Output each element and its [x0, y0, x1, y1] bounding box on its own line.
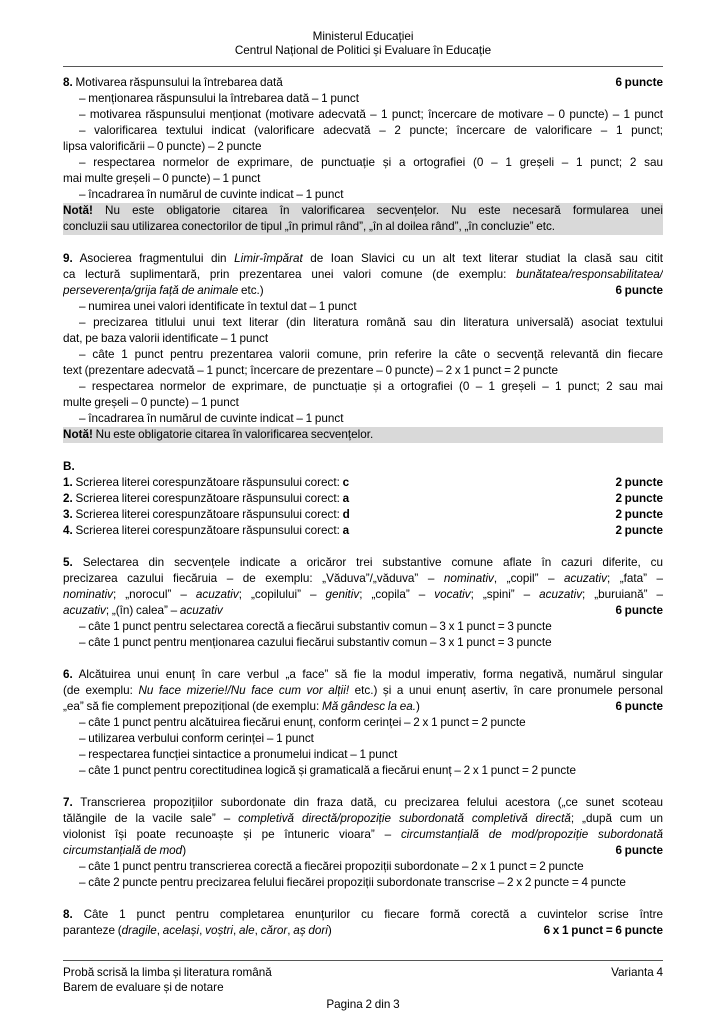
text-line	[63, 683, 663, 699]
text-run: acuzativ	[539, 588, 583, 601]
text-run: 2 puncte	[615, 476, 663, 489]
text-run: circumstanțială de mod/propoziție subordonată	[400, 828, 663, 841]
text-run: ; „după cum un	[570, 812, 663, 825]
text-run: concluzii sau utilizarea conectorilor de tipul „în primul rând”, „în al doilea rând”, „în concluzie” etc.	[63, 220, 556, 233]
points-label	[607, 699, 663, 715]
text-run: Mă gândesc la ea.	[321, 700, 416, 713]
text-run: (de exemplu:	[63, 684, 139, 697]
text-run: acuzativ	[63, 604, 106, 617]
text-run: 6 puncte	[615, 844, 663, 857]
text-run: etc.) și a unui enunț asertiv, în care pronumele personal	[349, 684, 663, 697]
text-run: Notă!	[63, 428, 93, 441]
text-run: completivă directă/propoziție subordonată completivă directă	[238, 812, 571, 825]
text-line	[63, 715, 663, 731]
text-run: 9.	[63, 252, 73, 265]
text-run: ca lectură suplimentară, prin prezentarea unei valori comune (de exemplu:	[63, 268, 517, 281]
text-run: Alcătuirea unui enunț în care verbul „a face” să fie la modul imperativ, forma negativă, numărul singular	[72, 668, 663, 681]
page-number: Pagina 2 din 3	[326, 998, 400, 1011]
text-run: d	[342, 508, 350, 521]
text-line	[63, 299, 663, 315]
text-line	[63, 523, 663, 539]
points-label	[607, 75, 663, 91]
text-line	[63, 347, 663, 363]
section-block	[63, 907, 663, 939]
text-run: – numirea unei valori identificate în textul dat – 1 punct	[79, 300, 357, 313]
text-run: Scrierea literei corespunzătoare răspunsului corect:	[72, 524, 343, 537]
text-run: a	[342, 524, 350, 537]
text-run: 1.	[63, 476, 73, 489]
text-run: ; „copila” –	[359, 588, 435, 601]
points-label	[607, 491, 663, 507]
text-run: de Ioan Slavici cu un alt text literar studiat la clasă sau citit	[302, 252, 663, 265]
points-label	[607, 523, 663, 539]
text-line	[63, 907, 663, 923]
center-name: Centrul Național de Politici și Evaluare în Educație	[234, 44, 492, 57]
text-line	[63, 859, 663, 875]
text-run: ,	[287, 924, 294, 937]
text-run: – respectarea normelor de exprimare, de punctuație și a ortografiei (0 – 1 greșeli – 1 punct; 2 sau mai	[79, 380, 663, 393]
text-run: , „copil” –	[493, 572, 565, 585]
text-run: )	[327, 924, 332, 937]
text-line	[63, 571, 663, 587]
text-run: Notă!	[63, 204, 93, 217]
text-line	[63, 395, 663, 411]
text-run: – câte 1 punct pentru selectarea corectă a fiecărui substantiv comun – 3 x 1 punct = 3 puncte	[79, 620, 552, 633]
text-run: Nu face mizerie!/Nu face cum vor alții!	[138, 684, 350, 697]
text-line	[63, 219, 663, 235]
text-run: – câte 1 punct pentru alcătuirea fiecărui enunț, conform cerinței – 2 x 1 punct = 2 puncte	[79, 716, 526, 729]
text-run: B.	[63, 460, 75, 473]
text-line	[63, 731, 663, 747]
section-block	[63, 251, 663, 427]
text-run: multe greșeli – 0 puncte) – 1 punct	[63, 396, 239, 409]
text-run: – utilizarea verbului conform cerinței – 1 punct	[79, 732, 314, 745]
ministry-title: Ministerul Educației	[312, 30, 414, 43]
text-run: același	[162, 924, 200, 937]
text-run: 6 puncte	[615, 76, 663, 89]
text-run: – motivarea răspunsului menționat (motivare adecvată – 1 punct; încercare de motivare – 0 puncte) – 1 punct	[79, 108, 663, 121]
text-run: ; „spini” –	[470, 588, 540, 601]
text-line	[63, 155, 663, 171]
text-run: ,	[254, 924, 261, 937]
text-run: – precizarea titlului unui text literar (din literatura română sau din literatura universală) asociat textului	[79, 316, 663, 329]
text-run: Scrierea literei corespunzătoare răspunsului corect:	[72, 492, 343, 505]
text-line	[63, 171, 663, 187]
text-run: 4.	[63, 524, 73, 537]
note-block	[63, 203, 663, 235]
text-run: vocativ	[434, 588, 471, 601]
points-label	[607, 283, 663, 299]
text-line	[63, 827, 663, 843]
text-run: precizarea cazului fiecăruia – de exemplu: „Văduva”/„văduva” –	[63, 572, 444, 585]
exam-title: Probă scrisă la limba și literatura română	[63, 966, 272, 979]
text-run: c	[342, 476, 350, 489]
text-run: – câte 1 punct pentru prezentarea valorii comune, prin referire la câte o secvență relevantă din fiecare	[79, 348, 663, 361]
text-line	[63, 475, 663, 491]
text-run: ; „fata” –	[606, 572, 663, 585]
text-run: – câte 1 punct pentru transcrierea corectă a fiecărei propoziții subordonate – 2 x 1 punct = 2 puncte	[79, 860, 584, 873]
text-run: „ea” să fie complement prepozițional (de exemplu:	[63, 700, 322, 713]
section-block	[63, 75, 663, 203]
text-run: violonist își poate recunoaște și pe întuneric vioara” –	[63, 828, 401, 841]
text-run: ; „buruiană” –	[582, 588, 663, 601]
text-line	[63, 123, 663, 139]
text-run: voștri	[205, 924, 234, 937]
text-run: etc.)	[238, 284, 264, 297]
text-run: nominativ	[443, 572, 494, 585]
text-run: – respectarea normelor de exprimare, de punctuație și a ortografiei (0 – 1 greșeli – 1 punct; 2 sau	[79, 156, 663, 169]
points-label	[607, 843, 663, 859]
text-line	[63, 283, 663, 299]
text-run: paranteze (	[63, 924, 122, 937]
text-line	[63, 107, 663, 123]
section-block	[63, 795, 663, 891]
text-run: Scrierea literei corespunzătoare răspunsului corect:	[72, 508, 343, 521]
text-line	[63, 75, 663, 91]
text-run: ale	[239, 924, 255, 937]
page-header	[63, 0, 663, 67]
text-run: – câte 1 punct pentru menționarea cazului fiecărui substantiv comun – 3 x 1 punct = 3 puncte	[79, 636, 552, 649]
points-label	[607, 475, 663, 491]
text-run: Scrierea literei corespunzătoare răspunsului corect:	[72, 476, 343, 489]
text-line	[63, 795, 663, 811]
text-run: acuzativ	[195, 588, 239, 601]
text-run: – încadrarea în numărul de cuvinte indicat – 1 punct	[79, 188, 344, 201]
text-run: Nu este obligatorie citarea în valorificarea secvențelor. Nu este necesară formularea unei	[92, 204, 663, 217]
text-line	[63, 587, 663, 603]
text-line	[63, 459, 663, 475]
text-line	[63, 267, 663, 283]
text-run: mai multe greșeli – 0 puncte) – 1 punct	[63, 172, 261, 185]
text-run: circumstanțială de mod	[63, 844, 183, 857]
text-run: 8.	[63, 908, 73, 921]
text-line	[63, 139, 663, 155]
text-run: tălăngile de la vacile sale” –	[63, 812, 239, 825]
points-label	[607, 507, 663, 523]
text-line	[63, 363, 663, 379]
text-line	[63, 811, 663, 827]
text-line	[63, 203, 663, 219]
text-line	[63, 875, 663, 891]
text-line	[63, 747, 663, 763]
text-run: perseverența/grija față de animale	[63, 284, 239, 297]
text-run: text (prezentare adecvată – 1 punct; încercare de prezentare – 0 puncte) – 2 x 1 punct = 2 puncte	[63, 364, 559, 377]
text-run: 7.	[63, 796, 73, 809]
text-line	[63, 763, 663, 779]
text-line	[63, 91, 663, 107]
text-line	[63, 251, 663, 267]
text-line	[63, 603, 663, 619]
text-run: ,	[156, 924, 163, 937]
text-line	[63, 331, 663, 347]
text-run: 6 puncte	[615, 284, 663, 297]
text-line	[63, 923, 663, 939]
text-run: aș dori	[293, 924, 328, 937]
text-line	[63, 635, 663, 651]
text-run: ; „(în) calea” –	[105, 604, 180, 617]
text-run: căror	[260, 924, 288, 937]
text-run: dat, pe baza valorii identificate – 1 punct	[63, 332, 269, 345]
header-rule	[63, 66, 663, 67]
text-run: 8.	[63, 76, 73, 89]
text-run: Motivarea răspunsului la întrebarea dată	[72, 76, 283, 89]
text-run: bunătatea/responsabilitatea/	[516, 268, 663, 281]
text-run: – valorificarea textului indicat (valorificare adecvată – 2 puncte; încercare de valorificare – 1 punct;	[79, 124, 663, 137]
text-run: 6.	[63, 668, 73, 681]
text-run: lipsa valorificării – 0 puncte) – 2 puncte	[63, 140, 262, 153]
text-run: genitiv	[325, 588, 360, 601]
text-run: – respectarea funcției sintactice a pronumelui indicat – 1 punct	[79, 748, 398, 761]
text-run: 6 puncte	[615, 700, 663, 713]
text-line	[63, 507, 663, 523]
text-run: )	[182, 844, 187, 857]
text-run: – menționarea răspunsului la întrebarea dată – 1 punct	[79, 92, 359, 105]
text-run: )	[415, 700, 420, 713]
text-run: – câte 2 puncte pentru precizarea felului fiecărei propoziții subordonate transcrise – 2 x 2 puncte = 4 puncte	[79, 876, 626, 889]
text-run: Selectarea din secvențele indicate a oricăror trei substantive comune aflate în cazuri diferite, cu	[72, 556, 663, 569]
text-run: – câte 1 punct pentru corectitudinea logică și gramaticală a fiecărui enunț – 2 x 1 punct = 2 puncte	[79, 764, 576, 777]
text-line	[63, 699, 663, 715]
text-run: ,	[233, 924, 240, 937]
text-run: 6 x 1 punct = 6 puncte	[543, 924, 663, 937]
text-run: 3.	[63, 508, 73, 521]
document-body	[63, 75, 663, 939]
text-run: Nu este obligatorie citarea în valorificarea secvențelor.	[92, 428, 374, 441]
points-label	[536, 923, 663, 939]
text-run: ; „copilului” –	[238, 588, 326, 601]
text-run: – încadrarea în numărul de cuvinte indicat – 1 punct	[79, 412, 344, 425]
text-run: nominativ	[63, 588, 114, 601]
section-block	[63, 667, 663, 779]
text-line	[63, 379, 663, 395]
text-line	[63, 411, 663, 427]
text-line	[63, 491, 663, 507]
text-line	[63, 315, 663, 331]
section-block	[63, 459, 663, 539]
text-line	[63, 843, 663, 859]
text-run: 6 puncte	[615, 604, 663, 617]
text-run: dragile	[121, 924, 157, 937]
text-run: Transcrierea propozițiilor subordonate din fraza dată, cu precizarea felului acestora („ce sunet scoteau	[72, 796, 663, 809]
text-run: ; „norocul” –	[113, 588, 196, 601]
text-run: Câte 1 punct pentru completarea enunțurilor cu fiecare formă corectă a cuvintelor scrise între	[72, 908, 663, 921]
text-run: 2 puncte	[615, 492, 663, 505]
text-run: Limir-împărat	[234, 252, 303, 265]
text-line	[63, 667, 663, 683]
text-run: ,	[199, 924, 206, 937]
text-run: 2 puncte	[615, 524, 663, 537]
text-run: acuzativ	[179, 604, 223, 617]
text-run: 5.	[63, 556, 73, 569]
note-block	[63, 427, 663, 443]
exam-subtitle: Barem de evaluare și de notare	[63, 981, 224, 994]
text-line	[63, 187, 663, 203]
section-block	[63, 555, 663, 651]
text-line	[63, 619, 663, 635]
text-run: 2 puncte	[615, 508, 663, 521]
text-run: Asocierea fragmentului din	[72, 252, 235, 265]
text-run: acuzativ	[564, 572, 607, 585]
text-run: a	[342, 492, 350, 505]
text-run: 2.	[63, 492, 73, 505]
variant-label: Varianta 4	[611, 966, 663, 979]
text-line	[63, 427, 663, 443]
points-label	[607, 603, 663, 619]
page-footer	[63, 960, 663, 1012]
text-line	[63, 555, 663, 571]
